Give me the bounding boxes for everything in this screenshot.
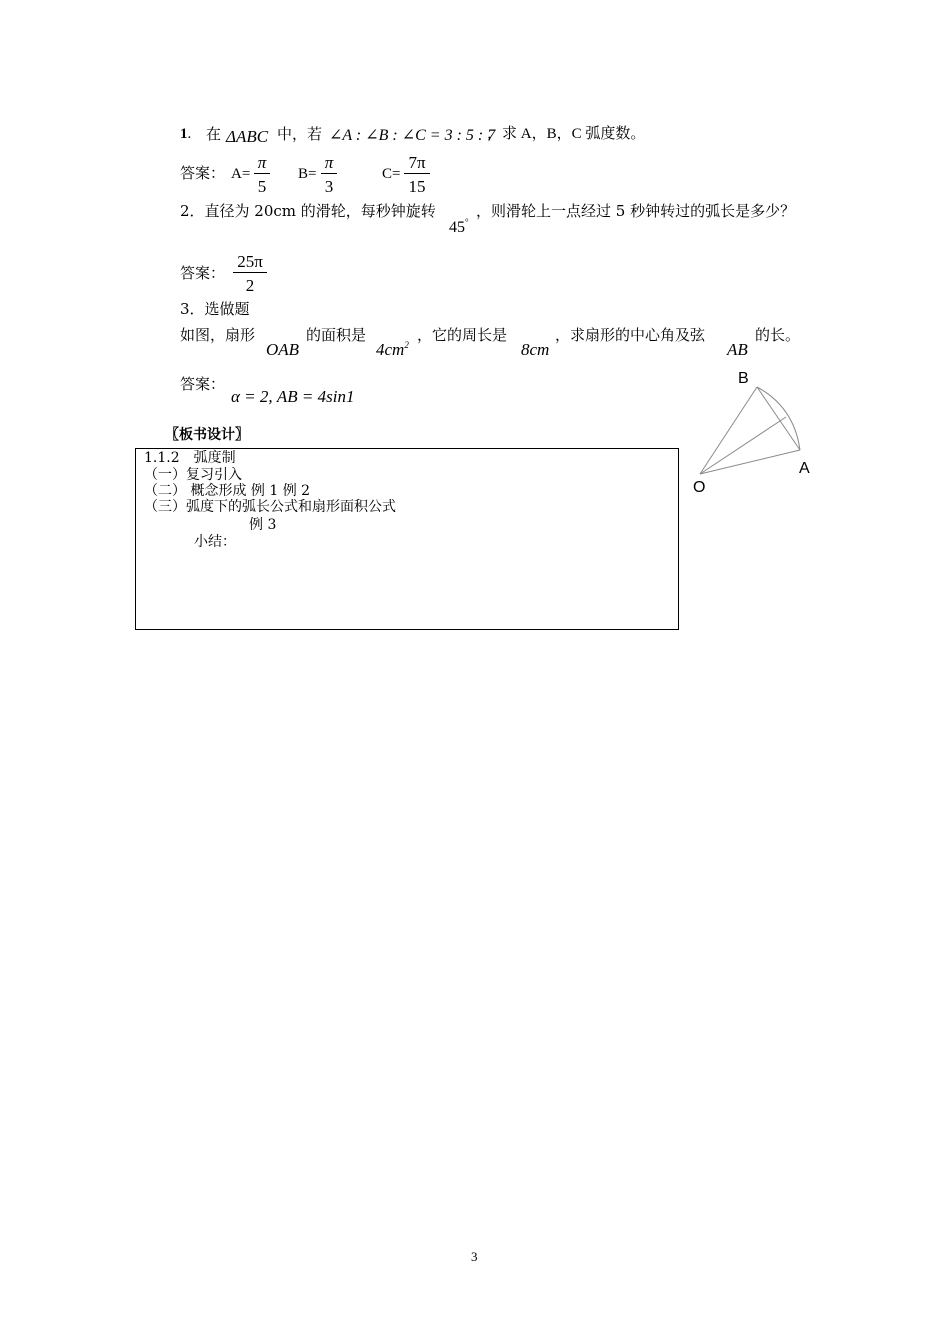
q3-answer: α = 2, AB = 4sin1 bbox=[231, 387, 355, 406]
q1-at: 在 bbox=[206, 125, 222, 143]
q1-b-den: 3 bbox=[324, 177, 334, 196]
q1-a-den: 5 bbox=[257, 177, 267, 196]
q1-number: 1 bbox=[180, 126, 188, 142]
q3-text-5: 的长。 bbox=[755, 326, 801, 344]
q1-c-num: 7π bbox=[408, 153, 426, 172]
board-line-review: （一）复习引入 bbox=[144, 467, 242, 483]
q3-area-exp: 2 bbox=[404, 340, 409, 350]
q2-angle-value: 45 bbox=[449, 219, 465, 236]
q3-perimeter: 8cm bbox=[521, 340, 550, 359]
board-line-summary: 小结： bbox=[194, 534, 236, 550]
sector-figure bbox=[690, 365, 840, 505]
board-heading: 〖板书设计〗 bbox=[165, 427, 249, 443]
q2-angle bbox=[449, 218, 469, 236]
q2-answer-label: 答案： bbox=[180, 264, 226, 282]
q2-answer-fraction bbox=[233, 253, 267, 294]
bisector bbox=[700, 417, 786, 474]
q2-ans-num: 25π bbox=[237, 252, 263, 271]
q2-ans-den: 2 bbox=[245, 276, 255, 295]
q1-tail: ，求 A，B，C 弧度数。 bbox=[487, 126, 646, 142]
q3-text-4: ，求扇形的中心角及弦 bbox=[555, 326, 706, 344]
q3-answer-label: 答案： bbox=[180, 375, 226, 393]
label-o: O bbox=[693, 479, 706, 496]
q1-a-fraction bbox=[254, 154, 270, 195]
q1-c-den: 15 bbox=[408, 177, 426, 196]
label-b: B bbox=[738, 370, 749, 387]
chord-ab bbox=[757, 387, 800, 450]
page-number: 3 bbox=[471, 1249, 478, 1264]
board-line-title: 1.1.2 弧度制 bbox=[144, 450, 236, 466]
radius-oa bbox=[700, 450, 800, 474]
q1-b-label: B= bbox=[298, 166, 317, 182]
q3-text-2: 的面积是 bbox=[306, 326, 367, 344]
q3-title: 3．选做题 bbox=[180, 300, 250, 318]
board-box bbox=[135, 448, 679, 630]
label-a: A bbox=[799, 460, 810, 477]
q3-text-3: ，它的周长是 bbox=[417, 326, 508, 344]
q1-answer-label: 答案： bbox=[180, 164, 226, 182]
q3-sector: OAB bbox=[266, 340, 300, 359]
board-line-concept: （二） 概念形成 例 1 例 2 bbox=[144, 483, 311, 499]
q1-triangle: ΔABC bbox=[226, 127, 269, 146]
q1-mid: 中，若 bbox=[277, 125, 323, 143]
q1-b-num: π bbox=[324, 153, 334, 172]
board-line-example3: 例 3 bbox=[249, 517, 277, 533]
q2-text-before: 2．直径为 20cm 的滑轮，每秒钟旋转 bbox=[180, 202, 436, 220]
q1-sep: . bbox=[187, 126, 192, 142]
q1-a-label: A= bbox=[231, 166, 251, 182]
q3-chord: AB bbox=[727, 340, 748, 359]
q1-ratio: ∠A : ∠B : ∠C = 3 : 5 : 7 bbox=[329, 127, 496, 144]
q2-angle-unit: ° bbox=[465, 217, 469, 227]
q3-area-value: 4cm bbox=[376, 340, 405, 359]
q1-c-fraction bbox=[404, 154, 430, 195]
q1-b-fraction bbox=[321, 154, 337, 195]
q2-text-after: ，则滑轮上一点经过 5 秒钟转过的弧长是多少？ bbox=[476, 202, 796, 220]
q1-c-label: C= bbox=[382, 166, 401, 182]
board-line-formula: （三）弧度下的弧长公式和扇形面积公式 bbox=[144, 499, 396, 515]
radius-ob bbox=[700, 387, 757, 474]
q3-area bbox=[376, 341, 409, 358]
q1-a-num: π bbox=[257, 153, 267, 172]
q3-text-1: 如图，扇形 bbox=[180, 326, 256, 344]
